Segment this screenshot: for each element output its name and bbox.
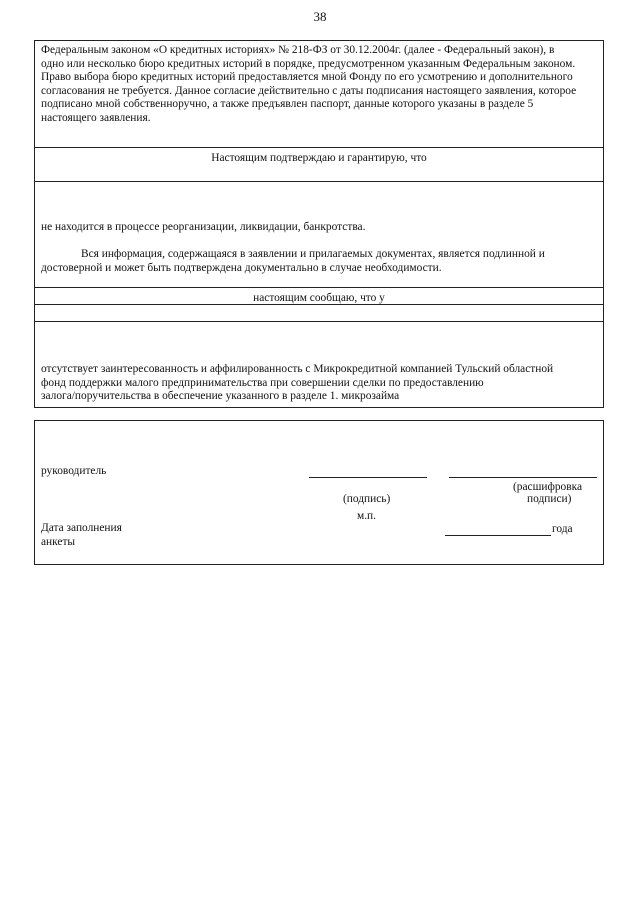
date-label: Дата заполнения — [41, 522, 122, 534]
notice-line: отсутствует заинтересованность и аффилированность с Микрокредитной компанией Тульский областной — [41, 363, 554, 375]
page-number: 38 — [313, 9, 327, 24]
section-divider — [35, 321, 603, 322]
consent-line: настоящего заявления. — [41, 111, 151, 124]
guarantee-statement: не находится в процессе реорганизации, ликвидации, банкротства. — [41, 221, 366, 233]
notice-line: залога/поручительства в обеспечение указанного в разделе 1. микрозайма — [41, 390, 400, 403]
accuracy-line: достоверной и может быть подтверждена документально в случае необходимости. — [41, 261, 442, 274]
signature-line — [309, 477, 427, 478]
notice-line: фонд поддержки малого предпринимательства при совершении сделки по предоставлению — [41, 376, 484, 389]
notice-paragraph — [41, 363, 597, 404]
guarantee-heading: Настоящим подтверждаю и гарантирую, что — [211, 152, 427, 164]
consent-line: подписано мной собственноручно, а также предъявлен паспорт, данные которого указаны в разделе 5 — [41, 98, 534, 111]
signature-caption: (подпись) — [343, 493, 391, 505]
date-line — [445, 535, 551, 536]
consent-line: Право выбора бюро кредитных историй предоставляется мной Фонду по его усмотрению и дополнительного — [41, 71, 573, 84]
notice-heading: настоящим сообщаю, что у — [253, 292, 385, 304]
stamp-label: м.п. — [357, 510, 376, 522]
consent-line: согласования не требуется. Данное согласие действительно с даты подписания настоящего заявления, которое — [41, 84, 577, 97]
section-divider — [35, 147, 603, 148]
declaration-form — [34, 40, 604, 408]
consent-paragraph — [41, 44, 597, 126]
entity-name-line — [35, 181, 603, 182]
entity-name-line — [35, 304, 603, 305]
accuracy-line: Вся информация, содержащаяся в заявлении и прилагаемых документах, является подлинной и — [81, 248, 545, 260]
consent-line: одно или несколько бюро кредитных историй в порядке, предусмотренном указанным Федеральным законом. — [41, 57, 576, 70]
year-label: года — [552, 523, 573, 535]
decoding-caption: подписи) — [527, 493, 572, 505]
decoding-line — [449, 477, 597, 478]
signature-block — [34, 420, 604, 565]
role-label: руководитель — [41, 465, 107, 477]
date-label: анкеты — [41, 536, 76, 548]
decoding-caption: (расшифровка — [513, 481, 583, 493]
section-divider — [35, 287, 603, 288]
consent-line: Федеральным законом «О кредитных историях» № 218-ФЗ от 30.12.2004г. (далее - Федеральный закон), в — [41, 44, 555, 56]
accuracy-paragraph — [41, 248, 597, 275]
